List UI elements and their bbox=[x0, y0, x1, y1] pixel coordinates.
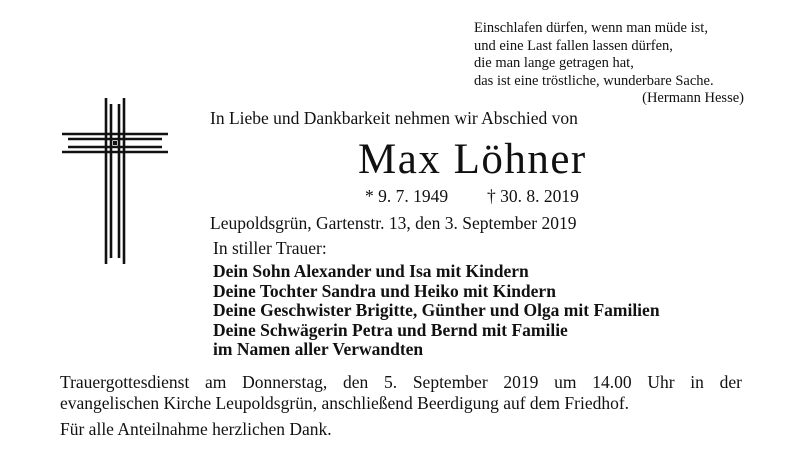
mourners-list bbox=[213, 262, 660, 360]
mourner-entry: Deine Schwägerin Petra und Bernd mit Familie bbox=[213, 319, 568, 340]
thanks-text: Für alle Anteilnahme herzlichen Dank. bbox=[60, 419, 332, 439]
mourner-entry: Dein Sohn Alexander und Isa mit Kindern bbox=[213, 261, 529, 281]
mourner-entry: Deine Geschwister Brigitte, Günther und Olga mit Familien bbox=[213, 300, 660, 320]
poem-line: und eine Last fallen lassen dürfen, bbox=[474, 37, 673, 54]
poem-line: die man lange getragen hat, bbox=[474, 55, 634, 71]
poem-line: das ist eine tröstliche, wunderbare Sache. bbox=[474, 72, 714, 89]
funeral-service-info bbox=[60, 372, 742, 414]
death-date: † 30. 8. 2019 bbox=[487, 186, 579, 206]
service-line: evangelischen Kirche Leupoldsgrün, anschließend Beerdigung auf dem Friedhof. bbox=[60, 393, 630, 413]
poem-author: (Hermann Hesse) bbox=[642, 90, 744, 106]
mourning-label: In stiller Trauer: bbox=[213, 238, 327, 258]
mourner-entry: im Namen aller Verwandten bbox=[213, 339, 424, 359]
poem-quote bbox=[474, 20, 744, 108]
intro-text: In Liebe und Dankbarkeit nehmen wir Abschied von bbox=[210, 108, 578, 128]
place-date: Leupoldsgrün, Gartenstr. 13, den 3. September 2019 bbox=[210, 213, 577, 233]
birth-date: * 9. 7. 1949 bbox=[365, 186, 449, 206]
mourner-entry: Deine Tochter Sandra und Heiko mit Kindern bbox=[213, 280, 556, 301]
service-line: Trauergottesdienst am Donnerstag, den 5. September 2019 um 14.00 Uhr in der bbox=[60, 372, 742, 392]
poem-line: Einschlafen dürfen, wenn man müde ist, bbox=[474, 20, 708, 36]
deceased-name: Max Löhner bbox=[358, 136, 587, 183]
